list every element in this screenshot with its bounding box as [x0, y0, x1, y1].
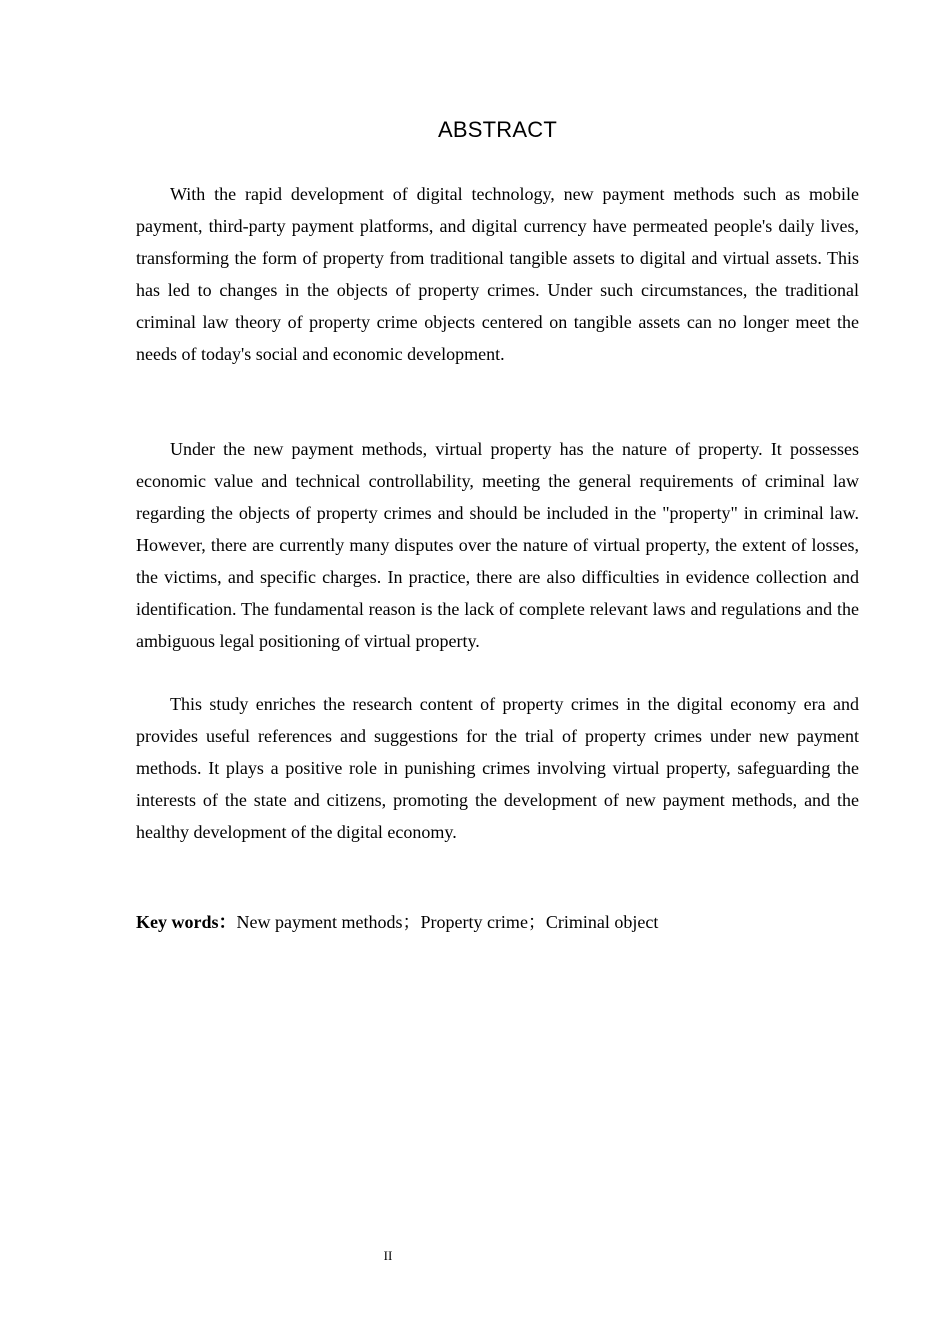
abstract-paragraph-2: Under the new payment methods, virtual property has the nature of property. It possesses economic value and technical controllability, meeting the general requirements of criminal law regarding the objects of property crimes and should be included in the "property" in criminal law. However, there are currently many disputes over the nature of virtual property, the extent of losses, the victims, and specific charges. In practice, there are also difficulties in evidence collection and identification. The fundamental reason is the lack of complete relevant laws and regulations and the ambiguous legal positioning of virtual property. — [136, 439, 859, 651]
keywords-text: New payment methods；Property crime；Criminal object — [236, 912, 659, 932]
abstract-paragraph-3: This study enriches the research content of property crimes in the digital economy era and provides useful references and suggestions for the trial of property crimes under new payment methods. It plays a positive role in punishing crimes involving virtual property, safeguarding the interests of the state and citizens, promoting the development of new payment methods, and the healthy development of the digital economy. — [136, 694, 859, 842]
keywords-label: Key words： — [136, 912, 237, 932]
abstract-title: ABSTRACT — [438, 117, 557, 142]
abstract-paragraph-1: With the rapid development of digital technology, new payment methods such as mobile payment, third-party payment platforms, and digital currency have permeated people's daily lives, transforming the form of property from traditional tangible assets to digital and virtual assets. This has led to changes in the objects of property crimes. Under such circumstances, the traditional criminal law theory of property crime objects centered on tangible assets can no longer meet the needs of today's social and economic development. — [136, 184, 859, 364]
keywords-line — [136, 906, 859, 938]
page-number: II — [383, 1248, 393, 1263]
